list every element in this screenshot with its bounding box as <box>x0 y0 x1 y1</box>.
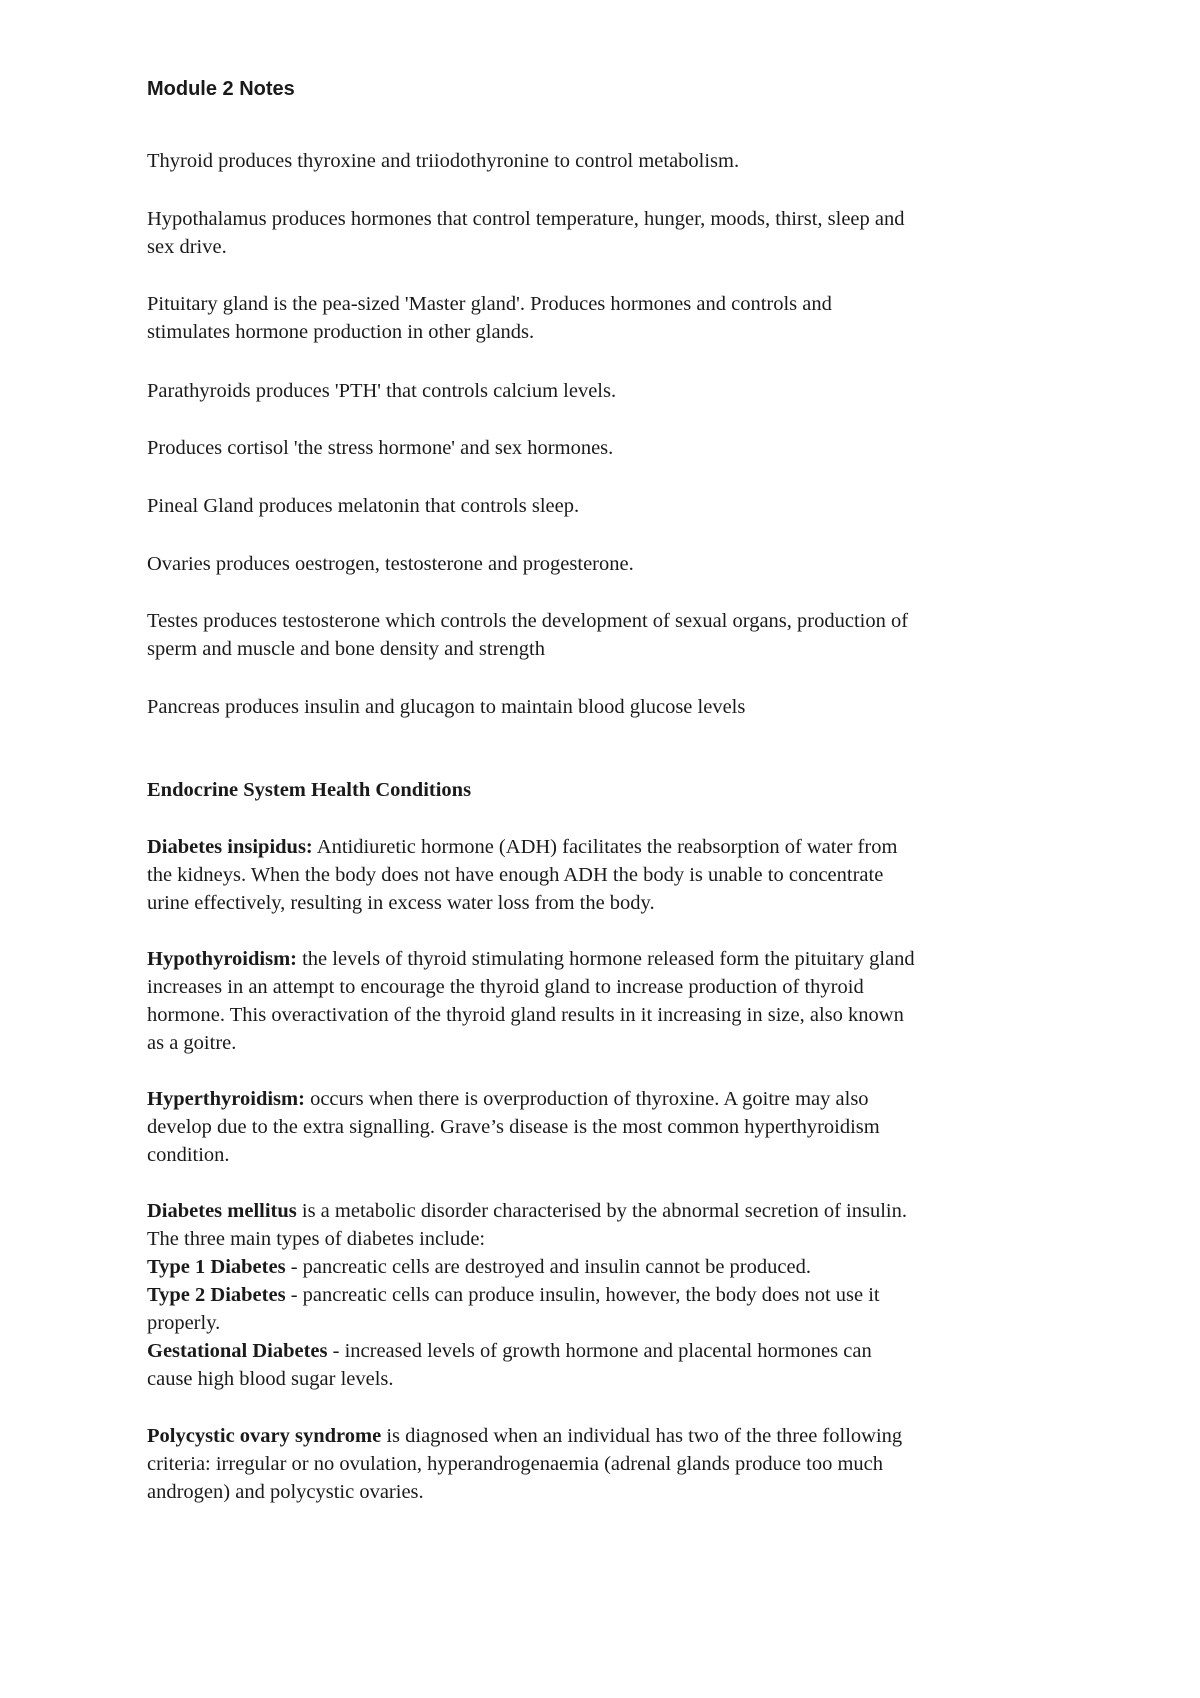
condition-text: Antidiuretic hormone (ADH) facilitates the reabsorption of water from <box>312 836 898 858</box>
type-term: Type 1 Diabetes <box>147 1256 286 1278</box>
page-title: Module 2 Notes <box>147 78 295 100</box>
condition-diabetes-mellitus <box>147 1197 1077 1393</box>
note-line: stimulates hormone production in other glands. <box>147 321 535 343</box>
type-text: - pancreatic cells are destroyed and insulin cannot be produced. <box>285 1256 811 1278</box>
note-line: Pancreas produces insulin and glucagon to maintain blood glucose levels <box>147 696 746 718</box>
condition-line: increases in an attempt to encourage the thyroid gland to increase production of thyroid <box>147 976 864 998</box>
condition-line: as a goitre. <box>147 1032 237 1054</box>
condition-line: urine effectively, resulting in excess water loss from the body. <box>147 892 655 914</box>
note-line: Hypothalamus produces hormones that control temperature, hunger, moods, thirst, sleep and <box>147 208 905 230</box>
note-line: Thyroid produces thyroxine and triiodothyronine to control metabolism. <box>147 150 740 172</box>
condition-term: Hypothyroidism: <box>147 948 297 970</box>
diabetes-type1 <box>147 1253 1077 1281</box>
type-term: Gestational Diabetes <box>147 1340 328 1362</box>
note-adrenal <box>147 434 1077 462</box>
note-pancreas <box>147 693 1077 721</box>
note-testes <box>147 607 1077 663</box>
note-line: Parathyroids produces 'PTH' that controls calcium levels. <box>147 380 617 402</box>
note-parathyroids <box>147 377 1077 405</box>
condition-line: condition. <box>147 1144 230 1166</box>
note-pineal <box>147 492 1077 520</box>
condition-line <box>147 1422 1077 1450</box>
section-heading-conditions: Endocrine System Health Conditions <box>147 779 472 801</box>
note-line: Ovaries produces oestrogen, testosterone and progesterone. <box>147 553 634 575</box>
condition-line <box>147 945 1077 973</box>
note-line: sperm and muscle and bone density and strength <box>147 638 545 660</box>
condition-term: Diabetes insipidus: <box>147 836 313 858</box>
condition-text: the levels of thyroid stimulating hormone released form the pituitary gland <box>296 948 915 970</box>
condition-text: is diagnosed when an individual has two of the three following <box>381 1425 903 1447</box>
note-thyroid <box>147 147 1077 175</box>
condition-term: Polycystic ovary syndrome <box>147 1425 382 1447</box>
note-line: sex drive. <box>147 236 227 258</box>
condition-line: the kidneys. When the body does not have enough ADH the body is unable to concentrate <box>147 864 884 886</box>
note-line: Pineal Gland produces melatonin that controls sleep. <box>147 495 580 517</box>
condition-hypothyroidism <box>147 945 1077 1057</box>
note-pituitary <box>147 290 1077 346</box>
type-text: - increased levels of growth hormone and placental hormones can <box>327 1340 872 1362</box>
condition-line: hormone. This overactivation of the thyroid gland results in it increasing in size, also known <box>147 1004 904 1026</box>
diabetes-type2 <box>147 1281 1077 1309</box>
condition-line <box>147 1085 1077 1113</box>
type-text: - pancreatic cells can produce insulin, however, the body does not use it <box>285 1284 880 1306</box>
note-ovaries <box>147 550 1077 578</box>
diabetes-gestational <box>147 1337 1077 1365</box>
condition-line: The three main types of diabetes include: <box>147 1228 486 1250</box>
condition-line: properly. <box>147 1312 221 1334</box>
note-line: Produces cortisol 'the stress hormone' and sex hormones. <box>147 437 614 459</box>
note-line: Testes produces testosterone which controls the development of sexual organs, production of <box>147 610 909 632</box>
condition-line: criteria: irregular or no ovulation, hyperandrogenaemia (adrenal glands produce too much <box>147 1453 884 1475</box>
condition-term: Hyperthyroidism: <box>147 1088 305 1110</box>
note-hypothalamus <box>147 205 1077 261</box>
condition-text: is a metabolic disorder characterised by the abnormal secretion of insulin. <box>296 1200 907 1222</box>
type-term: Type 2 Diabetes <box>147 1284 286 1306</box>
condition-line: androgen) and polycystic ovaries. <box>147 1481 424 1503</box>
note-line: Pituitary gland is the pea-sized 'Master gland'. Produces hormones and controls and <box>147 293 832 315</box>
condition-line: develop due to the extra signalling. Grave’s disease is the most common hyperthyroidism <box>147 1116 880 1138</box>
condition-hyperthyroidism <box>147 1085 1077 1169</box>
condition-diabetes-insipidus <box>147 833 1077 917</box>
condition-term: Diabetes mellitus <box>147 1200 297 1222</box>
condition-line <box>147 1197 1077 1225</box>
condition-pcos <box>147 1422 1077 1506</box>
condition-text: occurs when there is overproduction of thyroxine. A goitre may also <box>304 1088 869 1110</box>
condition-line: cause high blood sugar levels. <box>147 1368 394 1390</box>
condition-line <box>147 833 1077 861</box>
